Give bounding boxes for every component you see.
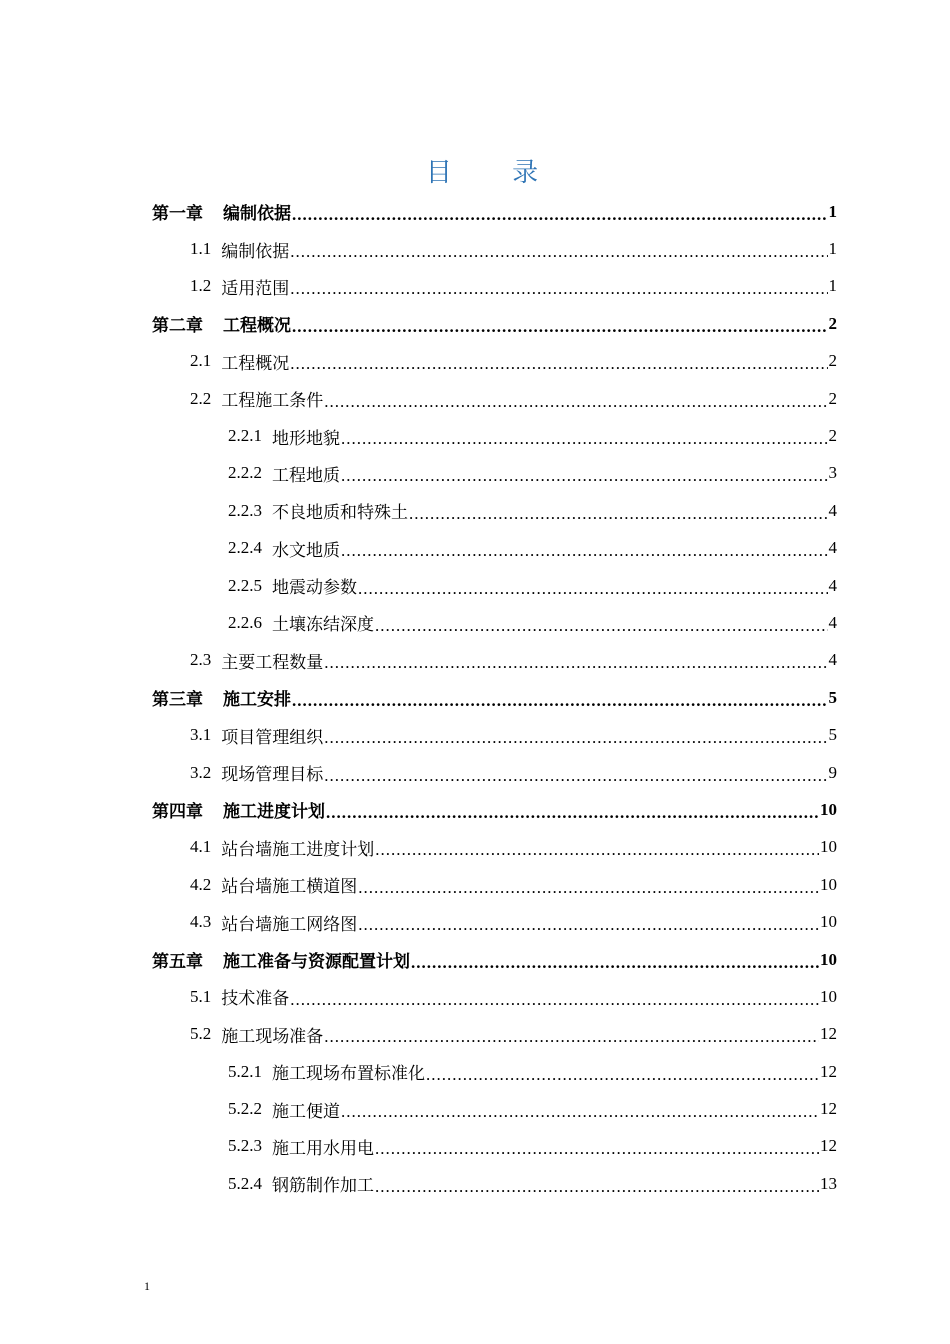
toc-entry-level-1[interactable] xyxy=(152,941,837,978)
table-of-contents xyxy=(152,193,837,1203)
toc-entry-page: 12 xyxy=(820,1099,837,1119)
toc-entry-number: 第三章 xyxy=(152,690,203,710)
toc-entry-number: 5.1 xyxy=(190,986,212,1006)
toc-entry-level-2[interactable] xyxy=(152,1016,837,1053)
toc-entry-title: 项目管理组织 xyxy=(221,727,324,747)
dot-leader xyxy=(324,653,827,673)
toc-entry-title: 工程概况 xyxy=(223,316,291,336)
toc-entry-level-2[interactable] xyxy=(152,268,837,305)
toc-entry-number: 2.3 xyxy=(190,650,212,670)
toc-entry-page: 4 xyxy=(828,612,837,632)
toc-entry-level-3[interactable] xyxy=(152,604,837,641)
toc-entry-number: 5.2.4 xyxy=(228,1173,262,1193)
toc-entry-number: 4.1 xyxy=(190,837,212,857)
toc-entry-page: 10 xyxy=(820,986,837,1006)
toc-entry-number: 5.2 xyxy=(190,1024,212,1044)
toc-entry-number: 第一章 xyxy=(152,204,203,224)
toc-entry-level-2[interactable] xyxy=(152,829,837,866)
toc-entry-page: 2 xyxy=(828,351,837,371)
toc-entry-page: 3 xyxy=(828,463,837,483)
toc-entry-level-3[interactable] xyxy=(152,492,837,529)
toc-entry-page: 13 xyxy=(820,1173,837,1193)
toc-entry-title: 地震动参数 xyxy=(272,578,357,598)
dot-leader xyxy=(375,616,828,636)
toc-entry-level-3[interactable] xyxy=(152,1128,837,1165)
dot-leader xyxy=(292,205,828,225)
toc-entry-level-3[interactable] xyxy=(152,530,837,567)
toc-entry-page: 4 xyxy=(828,538,837,558)
toc-entry-title: 施工用水用电 xyxy=(272,1138,374,1158)
toc-entry-level-2[interactable] xyxy=(152,380,837,417)
dot-leader xyxy=(292,317,828,337)
toc-entry-level-2[interactable] xyxy=(152,230,837,267)
toc-entry-page: 1 xyxy=(828,239,837,259)
toc-entry-number: 3.2 xyxy=(190,762,212,782)
toc-entry-number: 2.2.3 xyxy=(228,500,262,520)
toc-entry-title: 现场管理目标 xyxy=(221,765,324,785)
toc-entry-level-3[interactable] xyxy=(152,567,837,604)
toc-entry-page: 1 xyxy=(828,276,837,296)
dot-leader xyxy=(290,354,827,374)
toc-entry-title: 适用范围 xyxy=(221,278,290,298)
toc-entry-page: 2 xyxy=(828,426,837,446)
toc-entry-number: 第二章 xyxy=(152,316,203,336)
toc-entry-page: 10 xyxy=(820,874,837,894)
toc-entry-page: 4 xyxy=(828,575,837,595)
toc-entry-title: 施工现场准备 xyxy=(221,1026,324,1046)
toc-entry-page: 10 xyxy=(820,799,837,819)
toc-entry-level-1[interactable] xyxy=(152,679,837,716)
toc-entry-title: 站台墙施工网络图 xyxy=(221,914,358,934)
page-number: 1 xyxy=(144,1279,150,1293)
toc-entry-number: 2.2.2 xyxy=(228,463,262,483)
toc-entry-number: 2.2.6 xyxy=(228,612,262,632)
toc-entry-title: 施工安排 xyxy=(223,690,291,710)
toc-entry-title: 不良地质和特殊土 xyxy=(272,503,408,523)
dot-leader xyxy=(411,953,819,973)
toc-entry-page: 4 xyxy=(828,650,837,670)
toc-entry-number: 2.1 xyxy=(190,351,212,371)
dot-leader xyxy=(341,1102,819,1122)
toc-entry-page: 9 xyxy=(828,762,837,782)
toc-entry-title: 施工准备与资源配置计划 xyxy=(223,952,410,971)
toc-entry-title: 技术准备 xyxy=(221,989,290,1009)
dot-leader xyxy=(290,990,819,1010)
toc-entry-page: 12 xyxy=(820,1061,837,1081)
toc-entry-title: 站台墙施工横道图 xyxy=(221,877,358,897)
toc-entry-number: 5.2.2 xyxy=(228,1099,262,1119)
toc-entry-title: 钢筋制作加工 xyxy=(272,1176,374,1196)
toc-entry-title: 工程地质 xyxy=(272,465,340,485)
dot-leader xyxy=(358,579,828,599)
toc-entry-page: 12 xyxy=(820,1024,837,1044)
toc-entry-title: 主要工程数量 xyxy=(221,652,324,672)
dot-leader xyxy=(324,392,827,412)
toc-entry-page: 4 xyxy=(828,500,837,520)
toc-entry-level-1[interactable] xyxy=(152,791,837,828)
dot-leader xyxy=(409,504,828,524)
toc-entry-number: 2.2.4 xyxy=(228,538,262,558)
toc-entry-number: 2.2.1 xyxy=(228,426,262,446)
toc-entry-page: 1 xyxy=(828,201,837,221)
toc-entry-number: 第四章 xyxy=(152,802,203,822)
toc-entry-title: 施工便道 xyxy=(272,1101,340,1121)
toc-entry-level-3[interactable] xyxy=(152,1053,837,1090)
toc-entry-number: 3.1 xyxy=(190,725,212,745)
dot-leader xyxy=(290,242,827,262)
dot-leader xyxy=(375,1177,819,1197)
dot-leader xyxy=(358,915,819,935)
toc-entry-page: 2 xyxy=(828,313,837,333)
toc-entry-page: 5 xyxy=(828,725,837,745)
toc-entry-level-2[interactable] xyxy=(152,754,837,791)
toc-entry-level-2[interactable] xyxy=(152,343,837,380)
toc-entry-title: 工程概况 xyxy=(221,353,290,373)
toc-entry-level-2[interactable] xyxy=(152,866,837,903)
toc-entry-number: 4.3 xyxy=(190,912,212,932)
toc-entry-title: 编制依据 xyxy=(223,204,291,224)
dot-leader xyxy=(326,803,819,823)
toc-entry-title: 土壤冻结深度 xyxy=(272,615,374,635)
toc-entry-level-3[interactable] xyxy=(152,1165,837,1202)
toc-entry-title: 站台墙施工进度计划 xyxy=(221,839,375,859)
dot-leader xyxy=(341,541,828,561)
dot-leader xyxy=(290,279,827,299)
dot-leader xyxy=(341,466,828,486)
dot-leader xyxy=(426,1065,819,1085)
toc-entry-number: 2.2.5 xyxy=(228,575,262,595)
toc-entry-number: 1.2 xyxy=(190,276,212,296)
dot-leader xyxy=(324,728,827,748)
toc-entry-number: 5.2.1 xyxy=(228,1061,262,1081)
toc-entry-number: 第五章 xyxy=(152,952,203,971)
toc-entry-level-2[interactable] xyxy=(152,978,837,1015)
dot-leader xyxy=(292,691,828,711)
dot-leader xyxy=(324,1027,819,1047)
toc-entry-title: 水文地质 xyxy=(272,540,340,560)
dot-leader xyxy=(375,1139,819,1159)
toc-entry-page: 2 xyxy=(828,388,837,408)
dot-leader xyxy=(358,878,819,898)
toc-entry-title: 地形地貌 xyxy=(272,428,340,448)
toc-entry-level-3[interactable] xyxy=(152,417,837,454)
toc-entry-number: 4.2 xyxy=(190,874,212,894)
toc-entry-level-3[interactable] xyxy=(152,455,837,492)
toc-entry-title: 施工现场布置标准化 xyxy=(272,1064,425,1084)
toc-entry-page: 5 xyxy=(828,687,837,707)
toc-entry-level-3[interactable] xyxy=(152,1090,837,1127)
dot-leader xyxy=(341,429,828,449)
toc-entry-level-1[interactable] xyxy=(152,305,837,342)
dot-leader xyxy=(375,840,819,860)
toc-entry-page: 10 xyxy=(820,949,837,969)
toc-title: 目 录 xyxy=(425,158,565,188)
toc-entry-number: 1.1 xyxy=(190,239,212,259)
toc-entry-number: 5.2.3 xyxy=(228,1136,262,1156)
toc-entry-title: 施工进度计划 xyxy=(223,802,325,822)
toc-entry-level-2[interactable] xyxy=(152,716,837,753)
toc-entry-level-2[interactable] xyxy=(152,903,837,940)
dot-leader xyxy=(324,766,827,786)
toc-entry-page: 10 xyxy=(820,912,837,932)
toc-entry-number: 2.2 xyxy=(190,388,212,408)
toc-entry-level-2[interactable] xyxy=(152,642,837,679)
toc-entry-title: 编制依据 xyxy=(221,241,290,261)
toc-entry-level-1[interactable] xyxy=(152,193,837,230)
toc-entry-page: 10 xyxy=(820,837,837,857)
toc-entry-title: 工程施工条件 xyxy=(221,391,324,411)
toc-entry-page: 12 xyxy=(820,1136,837,1156)
